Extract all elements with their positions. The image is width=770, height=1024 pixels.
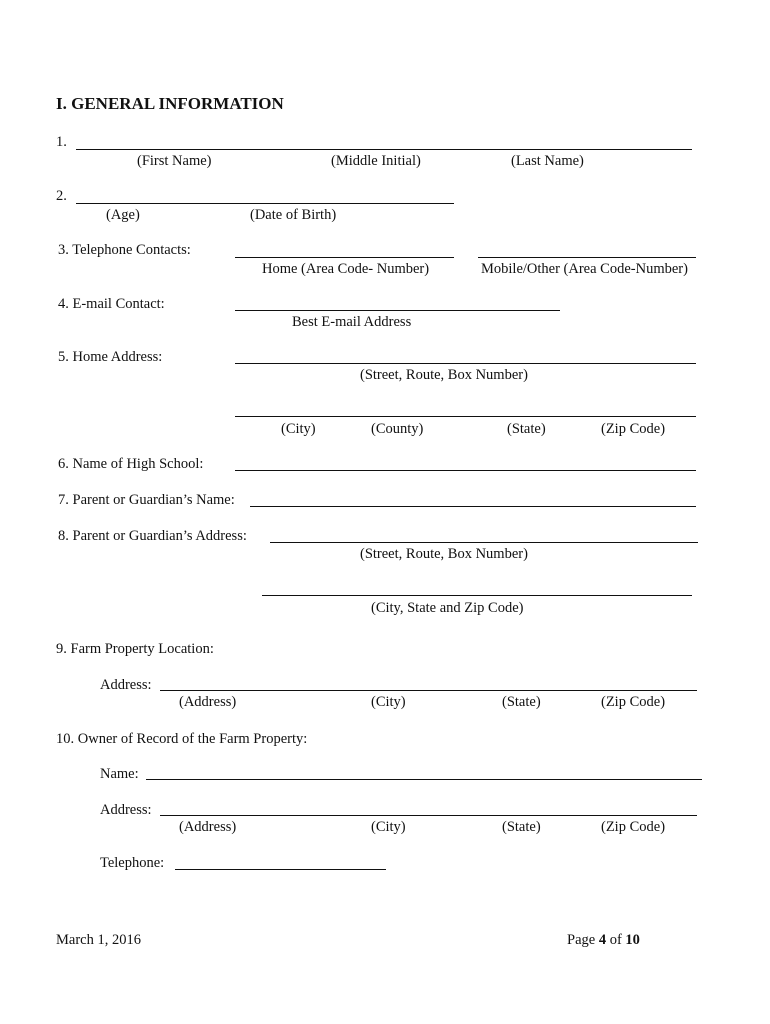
home-city-county-field[interactable]	[235, 416, 696, 417]
email-field[interactable]	[235, 310, 560, 311]
owner-telephone-field[interactable]	[175, 869, 386, 870]
q6-label: 6. Name of High School:	[58, 456, 204, 472]
home-street-field[interactable]	[235, 363, 696, 364]
page-title: I. GENERAL INFORMATION	[56, 94, 284, 113]
farm-address-field[interactable]	[160, 690, 697, 691]
mobile-phone-caption: Mobile/Other (Area Code-Number)	[481, 261, 688, 277]
q1-number: 1.	[56, 134, 67, 150]
home-zip-caption: (Zip Code)	[601, 421, 666, 437]
owner-name-label: Name:	[100, 766, 139, 782]
owner-name-field[interactable]	[146, 779, 702, 780]
q2-age-caption: (Age)	[106, 207, 140, 223]
farm-address-label: Address:	[100, 677, 152, 693]
q8-label: 8. Parent or Guardian’s Address:	[58, 528, 247, 544]
page-number	[567, 932, 640, 949]
page-prefix: Page	[567, 932, 599, 948]
q2-number: 2.	[56, 188, 67, 204]
q1-first-name-caption: (First Name)	[137, 153, 212, 169]
owner-zip-caption: (Zip Code)	[601, 819, 666, 835]
footer-date: March 1, 2016	[56, 932, 141, 948]
guardian-street-field[interactable]	[270, 542, 698, 543]
owner-address-label: Address:	[100, 802, 152, 818]
q3-label: 3. Telephone Contacts:	[58, 242, 191, 258]
home-street-caption: (Street, Route, Box Number)	[360, 367, 528, 383]
q1-last-name-caption: (Last Name)	[511, 153, 584, 169]
guardian-city-state-zip-field[interactable]	[262, 595, 692, 596]
home-city-caption: (City)	[281, 421, 316, 437]
home-phone-caption: Home (Area Code- Number)	[262, 261, 430, 277]
owner-address-field[interactable]	[160, 815, 697, 816]
farm-city-caption: (City)	[371, 694, 406, 710]
owner-state-caption: (State)	[502, 819, 541, 835]
q2-age-dob-field[interactable]	[76, 203, 454, 204]
q2-dob-caption: (Date of Birth)	[250, 207, 337, 223]
q1-middle-initial-caption: (Middle Initial)	[331, 153, 421, 169]
mobile-phone-field[interactable]	[478, 257, 696, 258]
q4-label: 4. E-mail Contact:	[58, 296, 165, 312]
owner-telephone-label: Telephone:	[100, 855, 165, 871]
q9-label: 9. Farm Property Location:	[56, 641, 214, 657]
q5-label: 5. Home Address:	[58, 349, 163, 365]
page-of: of	[606, 932, 626, 948]
high-school-field[interactable]	[235, 470, 696, 471]
email-caption: Best E-mail Address	[292, 314, 412, 330]
owner-city-caption: (City)	[371, 819, 406, 835]
home-phone-field[interactable]	[235, 257, 454, 258]
page-current: 4	[598, 932, 607, 948]
q7-label: 7. Parent or Guardian’s Name:	[58, 492, 235, 508]
guardian-name-field[interactable]	[250, 506, 696, 507]
farm-zip-caption: (Zip Code)	[601, 694, 666, 710]
home-county-caption: (County)	[371, 421, 424, 437]
owner-address-caption: (Address)	[179, 819, 237, 835]
q1-name-field[interactable]	[76, 149, 692, 150]
home-state-caption: (State)	[507, 421, 546, 437]
guardian-street-caption: (Street, Route, Box Number)	[360, 546, 528, 562]
q10-label: 10. Owner of Record of the Farm Property:	[56, 731, 308, 747]
page-total: 10	[625, 932, 640, 948]
farm-state-caption: (State)	[502, 694, 541, 710]
guardian-city-state-zip-caption: (City, State and Zip Code)	[371, 600, 524, 616]
farm-address-caption: (Address)	[179, 694, 237, 710]
